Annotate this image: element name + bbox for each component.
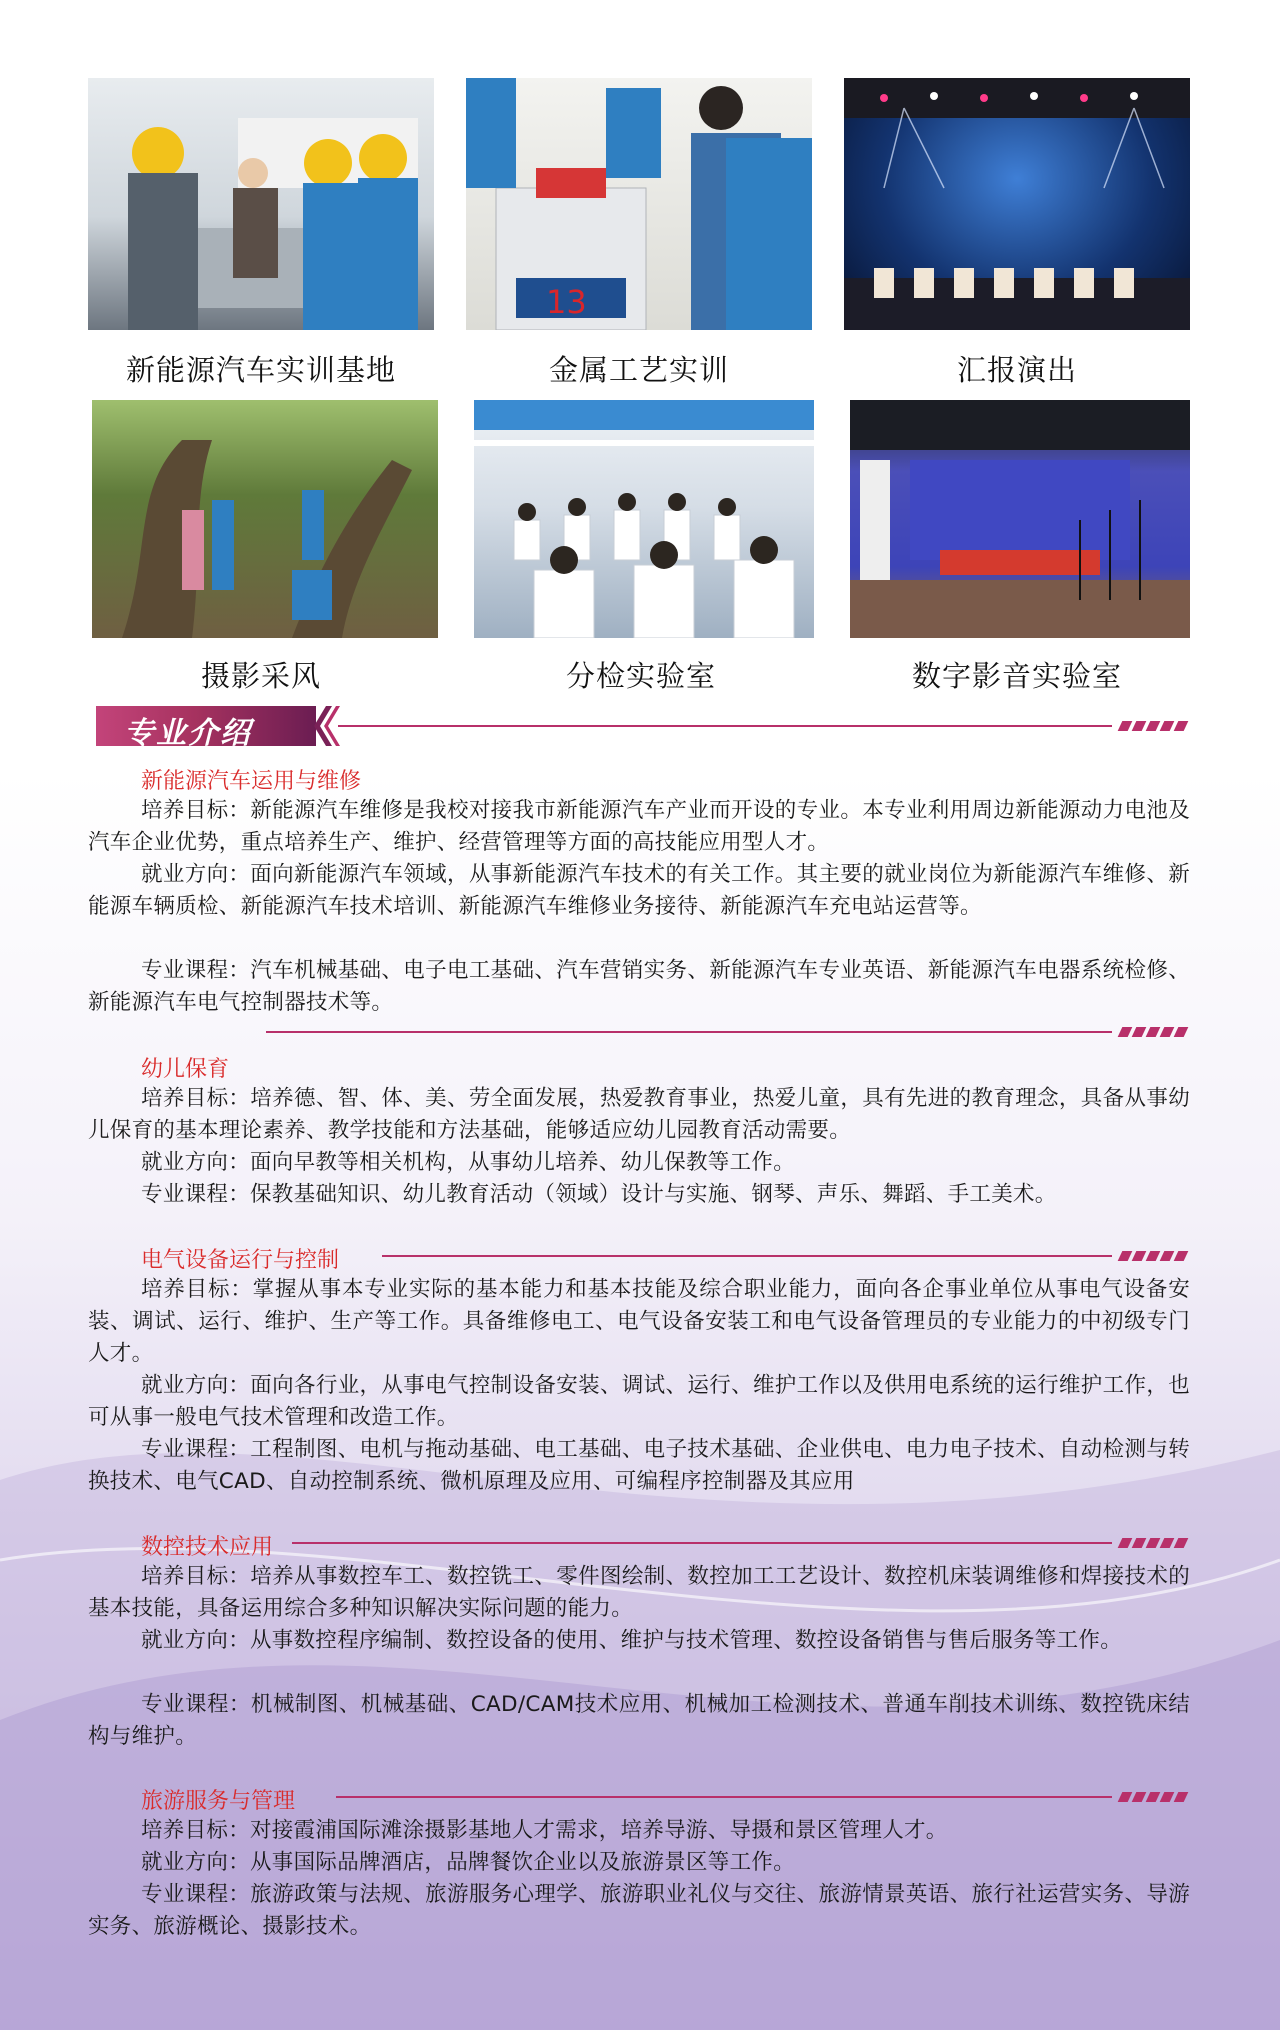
- major-paragraph: 就业方向：面向早教等相关机构，从事幼儿培养、幼儿保教等工作。: [141, 1150, 796, 1175]
- section-banner: [96, 706, 336, 751]
- section-title: 专业介绍: [124, 716, 252, 751]
- major-paragraph: 专业课程：工程制图、电机与拖动基础、电工基础、电子技术基础、企业供电、电力电子技术、自动检测与转换技术、电气CAD、自动控制系统、微机原理及应用、可编程序控制器及其应用: [88, 1437, 1190, 1494]
- major-paragraph: 就业方向：从事国际品牌酒店，品牌餐饮企业以及旅游景区等工作。: [141, 1850, 796, 1875]
- dash-pattern-icon: [1116, 1026, 1190, 1038]
- photo-card: [92, 400, 438, 693]
- photo-caption: 新能源汽车实训基地: [125, 353, 396, 387]
- photo-card: [466, 78, 812, 387]
- dash-pattern-icon: [1116, 1250, 1190, 1262]
- major-paragraph: 专业课程：保教基础知识、幼儿教育活动（领域）设计与实施、钢琴、声乐、舞蹈、手工美术。: [141, 1182, 1057, 1207]
- dash-pattern-icon: [1116, 1537, 1190, 1549]
- major-paragraph: 培养目标：培养从事数控车工、数控铣工、零件图绘制、数控加工工艺设计、数控机床装调维修和焊接技术的基本技能，具备运用综合多种知识解决实际问题的能力。: [88, 1564, 1190, 1621]
- svg-text:13: 13: [546, 283, 587, 321]
- major-paragraph: 培养目标：培养德、智、体、美、劳全面发展，热爱教育事业，热爱儿童，具有先进的教育理念，具备从事幼儿保育的基本理论素养、教学技能和方法基础，能够适应幼儿园教育活动需要。: [88, 1086, 1190, 1143]
- dash-pattern-icon: [1116, 1791, 1190, 1803]
- major-title: 数控技术应用: [141, 1535, 274, 1560]
- photo-caption: 摄影采风: [200, 659, 321, 693]
- photo-card: [474, 400, 820, 693]
- major-title: 旅游服务与管理: [141, 1789, 296, 1814]
- laboratory-photo: [474, 400, 814, 638]
- major-paragraph: 培养目标：新能源汽车维修是我校对接我市新能源汽车产业而开设的专业。本专业利用周边新能源动力电池及汽车企业优势，重点培养生产、维护、经营管理等方面的高技能应用型人才。: [88, 798, 1190, 855]
- major-title: 幼儿保育: [141, 1057, 230, 1082]
- dash-pattern-icon: [1116, 720, 1190, 732]
- section-divider: [338, 720, 1190, 732]
- double-chevron-icon: [310, 706, 340, 746]
- recording-studio-photo: [850, 400, 1190, 638]
- major-paragraph: 专业课程：汽车机械基础、电子电工基础、汽车营销实务、新能源汽车专业英语、新能源汽车电器系统检修、新能源汽车电气控制器技术等。: [88, 958, 1190, 1015]
- stage-performance-photo: [844, 78, 1190, 330]
- photo-caption: 金属工艺实训: [548, 353, 729, 387]
- welding-lab-photo: [466, 78, 812, 330]
- major-title: 新能源汽车运用与维修: [141, 769, 362, 794]
- photo-card: [844, 78, 1190, 387]
- auto-workshop-photo: [88, 78, 434, 330]
- photo-caption: 数字影音实验室: [911, 659, 1122, 693]
- major-divider: [336, 1791, 1190, 1803]
- major-paragraph: 就业方向：从事数控程序编制、数控设备的使用、维护与技术管理、数控设备销售与售后服务等工作。: [141, 1628, 1123, 1653]
- major-paragraph: 培养目标：对接霞浦国际滩涂摄影基地人才需求，培养导游、导摄和景区管理人才。: [141, 1818, 948, 1843]
- major-divider: [292, 1537, 1190, 1549]
- photo-caption: 汇报演出: [956, 353, 1077, 387]
- major-paragraph: 就业方向：面向各行业，从事电气控制设备安装、调试、运行、维护工作以及供用电系统的运行维护工作，也可从事一般电气技术管理和改造工作。: [88, 1373, 1190, 1430]
- photo-card: [88, 78, 434, 387]
- photo-caption: 分检实验室: [565, 659, 716, 693]
- major-title: 电气设备运行与控制: [141, 1248, 340, 1273]
- major-paragraph: 专业课程：机械制图、机械基础、CAD/CAM技术应用、机械加工检测技术、普通车削技术训练、数控铣床结构与维护。: [88, 1692, 1190, 1749]
- major-paragraph: 就业方向：面向新能源汽车领域，从事新能源汽车技术的有关工作。其主要的就业岗位为新能源汽车维修、新能源车辆质检、新能源汽车技术培训、新能源汽车维修业务接待、新能源汽车充电站运营等。: [88, 862, 1190, 919]
- outdoor-photography-photo: [92, 400, 438, 638]
- major-divider: [382, 1250, 1190, 1262]
- photo-card: [850, 400, 1196, 693]
- major-paragraph: 培养目标：掌握从事本专业实际的基本能力和基本技能及综合职业能力，面向各企事业单位从事电气设备安装、调试、运行、维护、生产等工作。具备维修电工、电气设备安装工和电气设备管理员的专业能力的中初级专门人才。: [88, 1277, 1190, 1366]
- major-paragraph: 专业课程：旅游政策与法规、旅游服务心理学、旅游职业礼仪与交往、旅游情景英语、旅行社运营实务、导游实务、旅游概论、摄影技术。: [88, 1882, 1190, 1939]
- major-divider: [266, 1026, 1190, 1038]
